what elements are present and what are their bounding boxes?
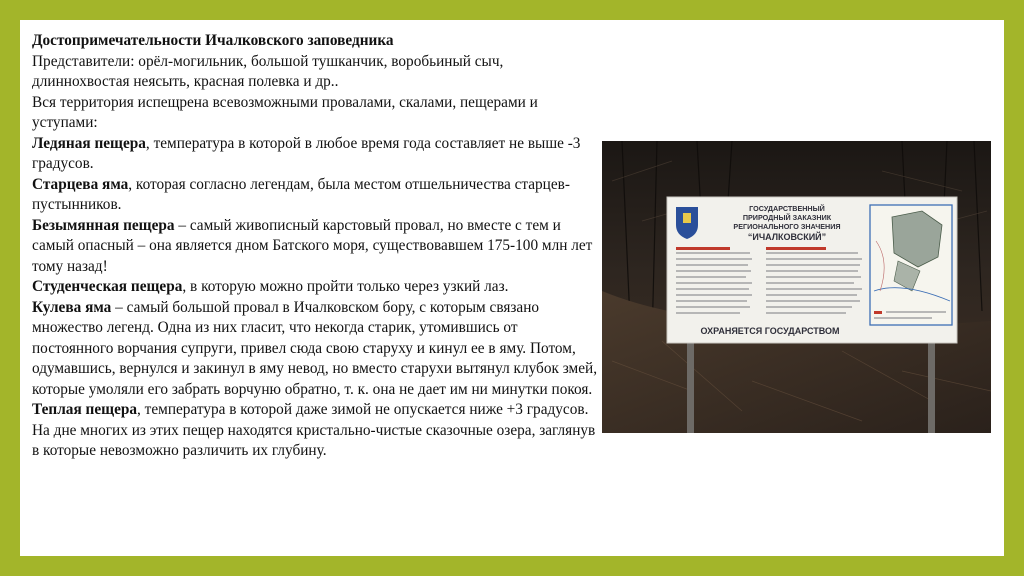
paragraph-kuleva-pit: Кулева яма – самый большой провал в Ичалковском бору, с которым связано множество легенд. Одна из них гласит, что некогда старик, утомившись от постоянного ворчания супруги, привел сюда свою старуху и кинул ее в яму. Потом, одумавшись, вернулся и закинул в яму невод, но вместо старухи вытянул клубок змей, которые умоляли его забрать ворчуню обратно, т. к. она не дает им ни минутки покоя.: [32, 298, 598, 398]
sign-map: [870, 205, 952, 325]
sign-title-line-3: РЕГИОНАЛЬНОГО ЗНАЧЕНИЯ: [733, 222, 841, 231]
paragraph-lakes: На дне многих из этих пещер находятся кристально-чистые сказочные озера, заглянув в которые невозможно различить их глубину.: [32, 421, 596, 459]
heading: Достопримечательности Ичалковского заповедника: [32, 32, 394, 49]
paragraph-representatives: Представители: орёл-могильник, большой тушканчик, воробьиный сыч, длиннохвостая неясыть, красная полевка и др..: [32, 52, 504, 90]
sign-title-line-4: “ИЧАЛКОВСКИЙ”: [747, 232, 827, 242]
slide-text: [32, 31, 602, 462]
slide: [20, 20, 1004, 556]
sign-footer: ОХРАНЯЕТСЯ ГОСУДАРСТВОМ: [700, 326, 840, 336]
sign-title-line-2: ПРИРОДНЫЙ ЗАКАЗНИК: [742, 213, 832, 222]
sign-title-line-1: ГОСУДАРСТВЕННЫЙ: [749, 204, 825, 213]
paragraph-student-cave: Студенческая пещера, в которую можно пройти только через узкий лаз.: [32, 278, 509, 295]
paragraph-startseva-pit: Старцева яма, которая согласно легендам, была местом отшельничества старцев-пустынников.: [32, 175, 570, 213]
paragraph-territory: Вся территория испещрена всевозможными провалами, скалами, пещерами и уступами:: [32, 93, 538, 131]
reserve-sign-photo: [602, 141, 991, 433]
paragraph-nameless-cave: Безымянная пещера – самый живописный карстовый провал, но вместе с тем и самый опасный – она является дном Батского моря, существовавшем 175-100 млн лет тому назад!: [32, 216, 593, 275]
paragraph-ice-cave: Ледяная пещера, температура в которой в любое время года составляет не выше -3 градусов.: [32, 134, 581, 172]
paragraph-warm-cave: Теплая пещера, температура в которой даже зимой не опускается ниже +3 градусов.: [32, 401, 589, 418]
